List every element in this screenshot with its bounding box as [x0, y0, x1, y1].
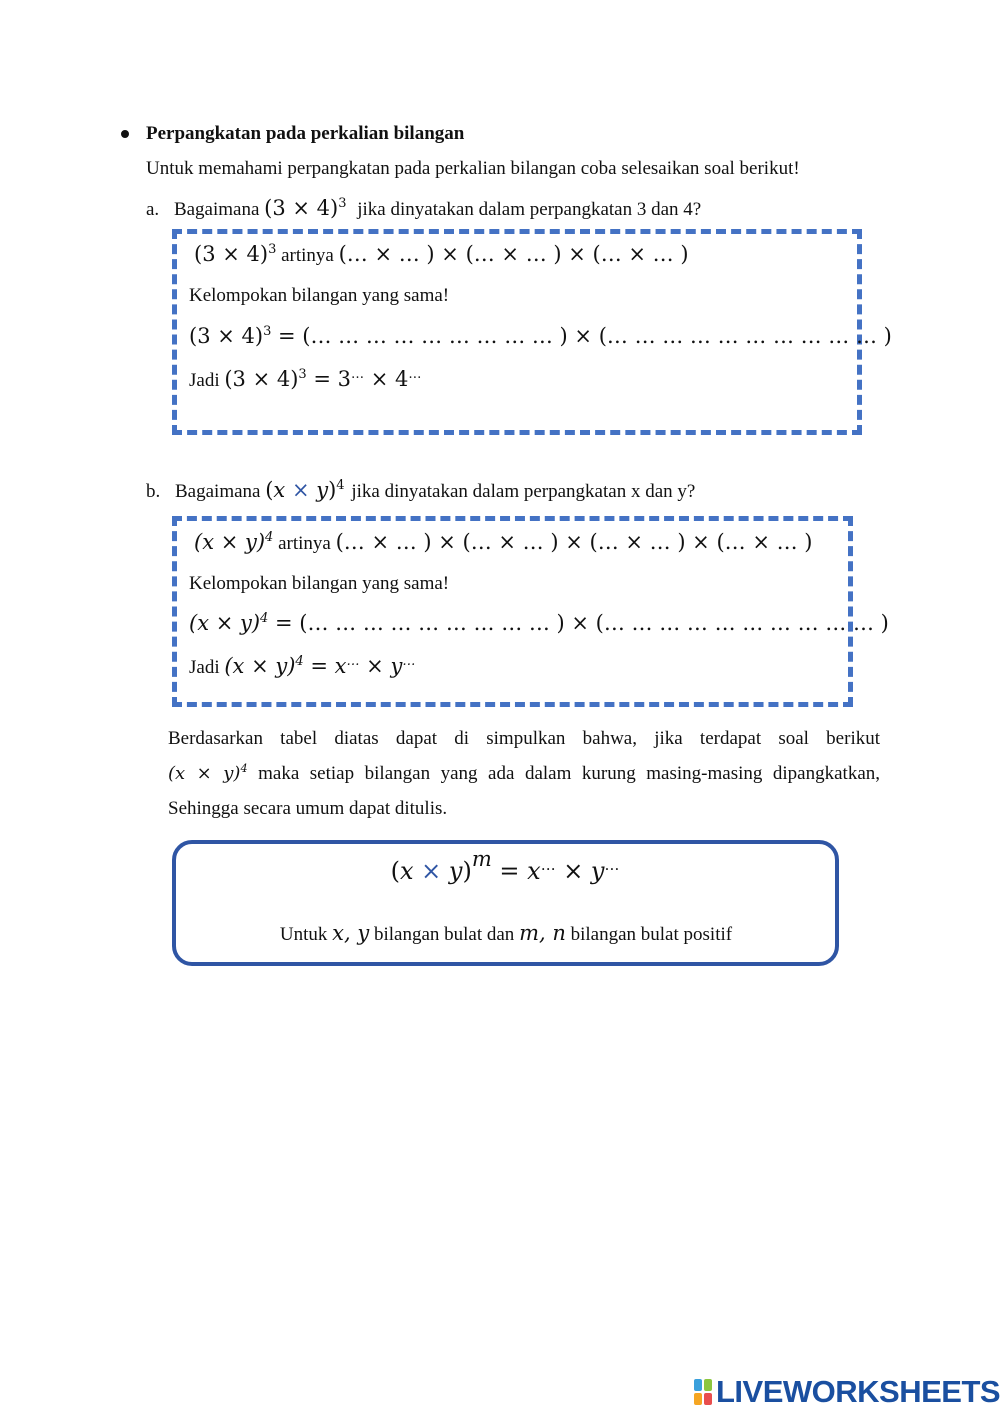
part-a-box-line4: Jadi $(3 \times 4)^3 = 3^\dots \times 4^\dots$ [189, 366, 422, 391]
part-a-prefix: Bagaimana [173, 199, 260, 220]
formula-condition: Untuk x, y bilangan bulat dan m, n bilangan bulat positif [279, 921, 733, 945]
logo-text: LIVEWORKSHEETS [716, 1374, 1000, 1409]
part-b-box-line1: $(x \times y)^4$ artinya (… × … ) × (… × … ) × (… × … ) × (… × … ) [194, 529, 813, 554]
part-a-box-line2: Kelompokan bilangan yang sama! [189, 285, 450, 306]
conclusion-line-3: Sehingga secara umum dapat ditulis. [168, 798, 448, 819]
logo-grid-icon [694, 1379, 712, 1405]
part-b-box-line2: Kelompokan bilangan yang sama! [189, 573, 450, 594]
formula-main: $(x \times y)^m = x^\dots \times y^\dots$ [390, 846, 620, 885]
section-title: Perpangkatan pada perkalian bilangan [146, 123, 465, 144]
conclusion-line-1: Berdasarkan tabel diatas dapat di simpulkan bahwa, jika terdapat soal berikut [168, 728, 880, 749]
section-intro: Untuk memahami perpangkatan pada perkalian bilangan coba selesaikan soal berikut! [146, 158, 800, 179]
part-b-expr: $(x \times y)^4$ [265, 477, 345, 502]
conclusion-line-2: $(x \times y)^4$ maka setiap bilangan yang ada dalam kurung masing-masing dipangkatkan, [168, 762, 881, 784]
conclusion-paragraph [168, 721, 880, 826]
part-a-question [146, 196, 701, 221]
part-b-box-line4: Jadi $(x \times y)^4 = x^\dots \times y^\dots$ [189, 653, 416, 678]
part-b-label: b. [146, 481, 161, 502]
liveworksheets-logo[interactable] [694, 1374, 1000, 1410]
part-a-box-line1: $(3 \times 4)^3$ artinya (… × … ) × (… × … ) × (… × … ) [194, 241, 689, 266]
part-b-prefix: Bagaimana [175, 481, 261, 502]
part-b-question [146, 478, 695, 503]
part-a-expr: $(3 \times 4)^3$ [264, 195, 347, 220]
part-b-box-line3: $(x \times y)^4$ = (… … … … … … … … … ) × (… … … … … … … … … … ) [189, 610, 889, 635]
part-a-box-line3: $(3 \times 4)^3$ = (… … … … … … … … … ) × (… … … … … … … … … … ) [189, 323, 892, 348]
part-a-suffix: jika dinyatakan dalam perpangkatan 3 dan 4? [357, 199, 702, 220]
bullet-icon [121, 130, 129, 138]
part-b-suffix: jika dinyatakan dalam perpangkatan x dan y? [351, 481, 696, 502]
part-a-label: a. [146, 199, 160, 220]
